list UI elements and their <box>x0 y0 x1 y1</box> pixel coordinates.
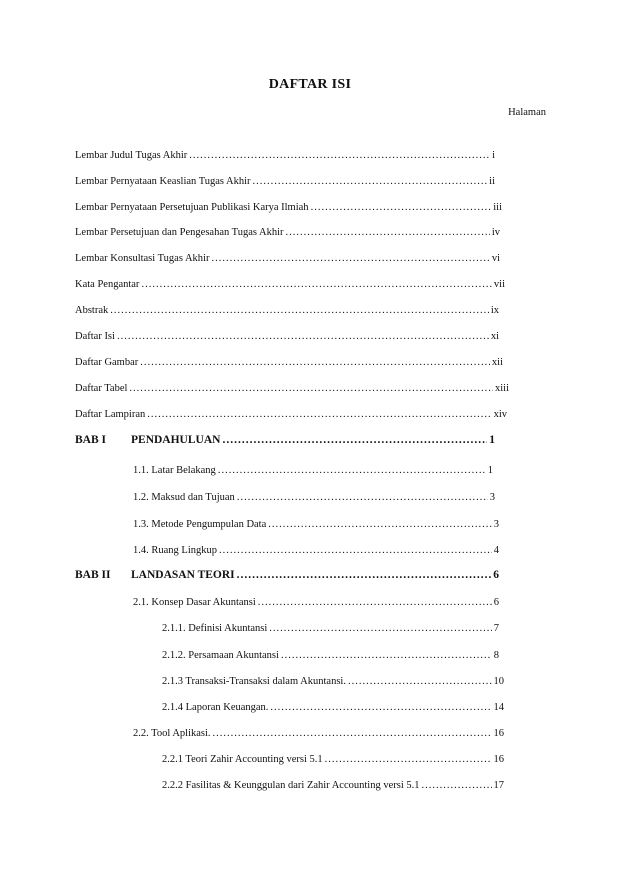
toc-section <box>133 518 499 531</box>
toc-entry-label: Lembar Konsultasi Tugas Akhir <box>75 253 210 264</box>
chapter-page: 1 <box>489 434 495 446</box>
toc-entry-page: iv <box>491 227 500 238</box>
leader-dots <box>258 596 492 609</box>
toc-entry <box>75 408 507 421</box>
toc-entry-label: Daftar Lampiran <box>75 409 146 420</box>
toc-subsection-label: 2.1.3 Transaksi-Transaksi dalam Akuntansi. <box>162 676 346 687</box>
toc-subsection-page: 16 <box>493 754 504 765</box>
toc-section-page: 3 <box>493 519 499 530</box>
chapter-heading <box>75 434 495 447</box>
leader-dots <box>237 569 492 582</box>
toc-entry-page: xii <box>491 357 503 368</box>
toc-subsection <box>162 622 499 635</box>
chapter-page: 6 <box>493 569 499 581</box>
toc-subsection-label: 2.1.2. Persamaan Akuntansi <box>162 650 279 661</box>
leader-dots <box>140 356 490 369</box>
leader-dots <box>213 727 492 740</box>
toc-section-page: 3 <box>489 492 495 503</box>
toc-subsection <box>162 753 504 766</box>
leader-dots <box>218 464 486 477</box>
toc-entry-label: Lembar Pernyataan Persetujuan Publikasi Karya Ilmiah <box>75 202 309 213</box>
toc-subsection <box>162 701 504 714</box>
leader-dots <box>269 622 491 635</box>
toc-section-label: 1.1. Latar Belakang <box>133 465 216 476</box>
toc-subsection-page: 7 <box>493 623 499 634</box>
leader-dots <box>129 382 493 395</box>
toc-entry <box>75 330 499 343</box>
toc-entry-page: vi <box>491 253 500 264</box>
chapter-number: BAB I <box>75 434 106 446</box>
toc-entry-page: xiv <box>493 409 507 420</box>
toc-entry <box>75 226 500 239</box>
toc-section-label: 1.4. Ruang Lingkup <box>133 545 217 556</box>
toc-entry-label: Lembar Persetujuan dan Pengesahan Tugas Akhir <box>75 227 284 238</box>
toc-entry <box>75 252 500 265</box>
toc-subsection-label: 2.2.1 Teori Zahir Accounting versi 5.1 <box>162 754 323 765</box>
chapter-heading <box>75 569 499 582</box>
leader-dots <box>117 330 489 343</box>
leader-dots <box>325 753 492 766</box>
toc-entry <box>75 175 495 188</box>
toc-entry <box>75 201 502 214</box>
toc-entry-page: xi <box>490 331 499 342</box>
toc-entry-label: Abstrak <box>75 305 109 316</box>
toc-section-page: 1 <box>487 465 493 476</box>
leader-dots <box>348 675 492 688</box>
toc-section <box>133 596 499 609</box>
toc-entry <box>75 382 509 395</box>
toc-section-label: 2.2. Tool Aplikasi. <box>133 728 211 739</box>
toc-subsection-page: 10 <box>493 676 504 687</box>
toc-entry-label: Lembar Pernyataan Keaslian Tugas Akhir <box>75 176 251 187</box>
toc-section <box>133 491 495 504</box>
toc-section-page: 16 <box>493 728 504 739</box>
toc-section-label: 1.3. Metode Pengumpulan Data <box>133 519 267 530</box>
toc-subsection-page: 14 <box>493 702 504 713</box>
leader-dots <box>253 175 488 188</box>
toc-entry <box>75 149 495 162</box>
toc-section-page: 4 <box>493 545 499 556</box>
toc-subsection-label: 2.1.4 Laporan Keuangan. <box>162 702 269 713</box>
toc-subsection-page: 17 <box>493 780 504 791</box>
toc-subsection <box>162 779 504 792</box>
leader-dots <box>189 149 490 162</box>
leader-dots <box>211 252 489 265</box>
leader-dots <box>286 226 490 239</box>
toc-entry <box>75 356 503 369</box>
toc-entry-page: xiii <box>494 383 509 394</box>
toc-section-page: 6 <box>493 597 499 608</box>
page-title: DAFTAR ISI <box>268 77 352 92</box>
halaman-label: Halaman <box>508 107 546 118</box>
toc-entry-page: i <box>492 150 495 161</box>
toc-section <box>133 464 493 477</box>
toc-entry-page: ix <box>490 305 499 316</box>
toc-entry-label: Daftar Isi <box>75 331 115 342</box>
chapter-number: BAB II <box>75 569 111 581</box>
leader-dots <box>237 491 488 504</box>
toc-entry <box>75 278 505 291</box>
chapter-title: PENDAHULUAN <box>131 434 221 446</box>
chapter-title: LANDASAN TEORI <box>131 569 235 581</box>
leader-dots <box>422 779 492 792</box>
toc-entry-label: Daftar Tabel <box>75 383 128 394</box>
toc-entry-label: Lembar Judul Tugas Akhir <box>75 150 188 161</box>
toc-entry-label: Kata Pengantar <box>75 279 140 290</box>
toc-subsection <box>162 649 499 662</box>
toc-section <box>133 727 504 740</box>
leader-dots <box>281 649 492 662</box>
leader-dots <box>110 304 489 317</box>
leader-dots <box>141 278 491 291</box>
leader-dots <box>311 201 492 214</box>
toc-subsection-page: 8 <box>493 650 499 661</box>
toc-subsection <box>162 675 504 688</box>
toc-section-label: 1.2. Maksud dan Tujuan <box>133 492 235 503</box>
toc-subsection-label: 2.2.2 Fasilitas & Keunggulan dari Zahir Accounting versi 5.1 <box>162 780 420 791</box>
leader-dots <box>268 518 491 531</box>
toc-section <box>133 544 499 557</box>
toc-entry-page: ii <box>489 176 495 187</box>
leader-dots <box>222 434 487 447</box>
toc-section-label: 2.1. Konsep Dasar Akuntansi <box>133 597 256 608</box>
leader-dots <box>270 701 491 714</box>
leader-dots <box>219 544 492 557</box>
toc-entry-label: Daftar Gambar <box>75 357 139 368</box>
leader-dots <box>147 408 491 421</box>
toc-entry-page: vii <box>493 279 505 290</box>
toc-entry <box>75 304 499 317</box>
toc-subsection-label: 2.1.1. Definisi Akuntansi <box>162 623 268 634</box>
toc-entry-page: iii <box>493 202 502 213</box>
